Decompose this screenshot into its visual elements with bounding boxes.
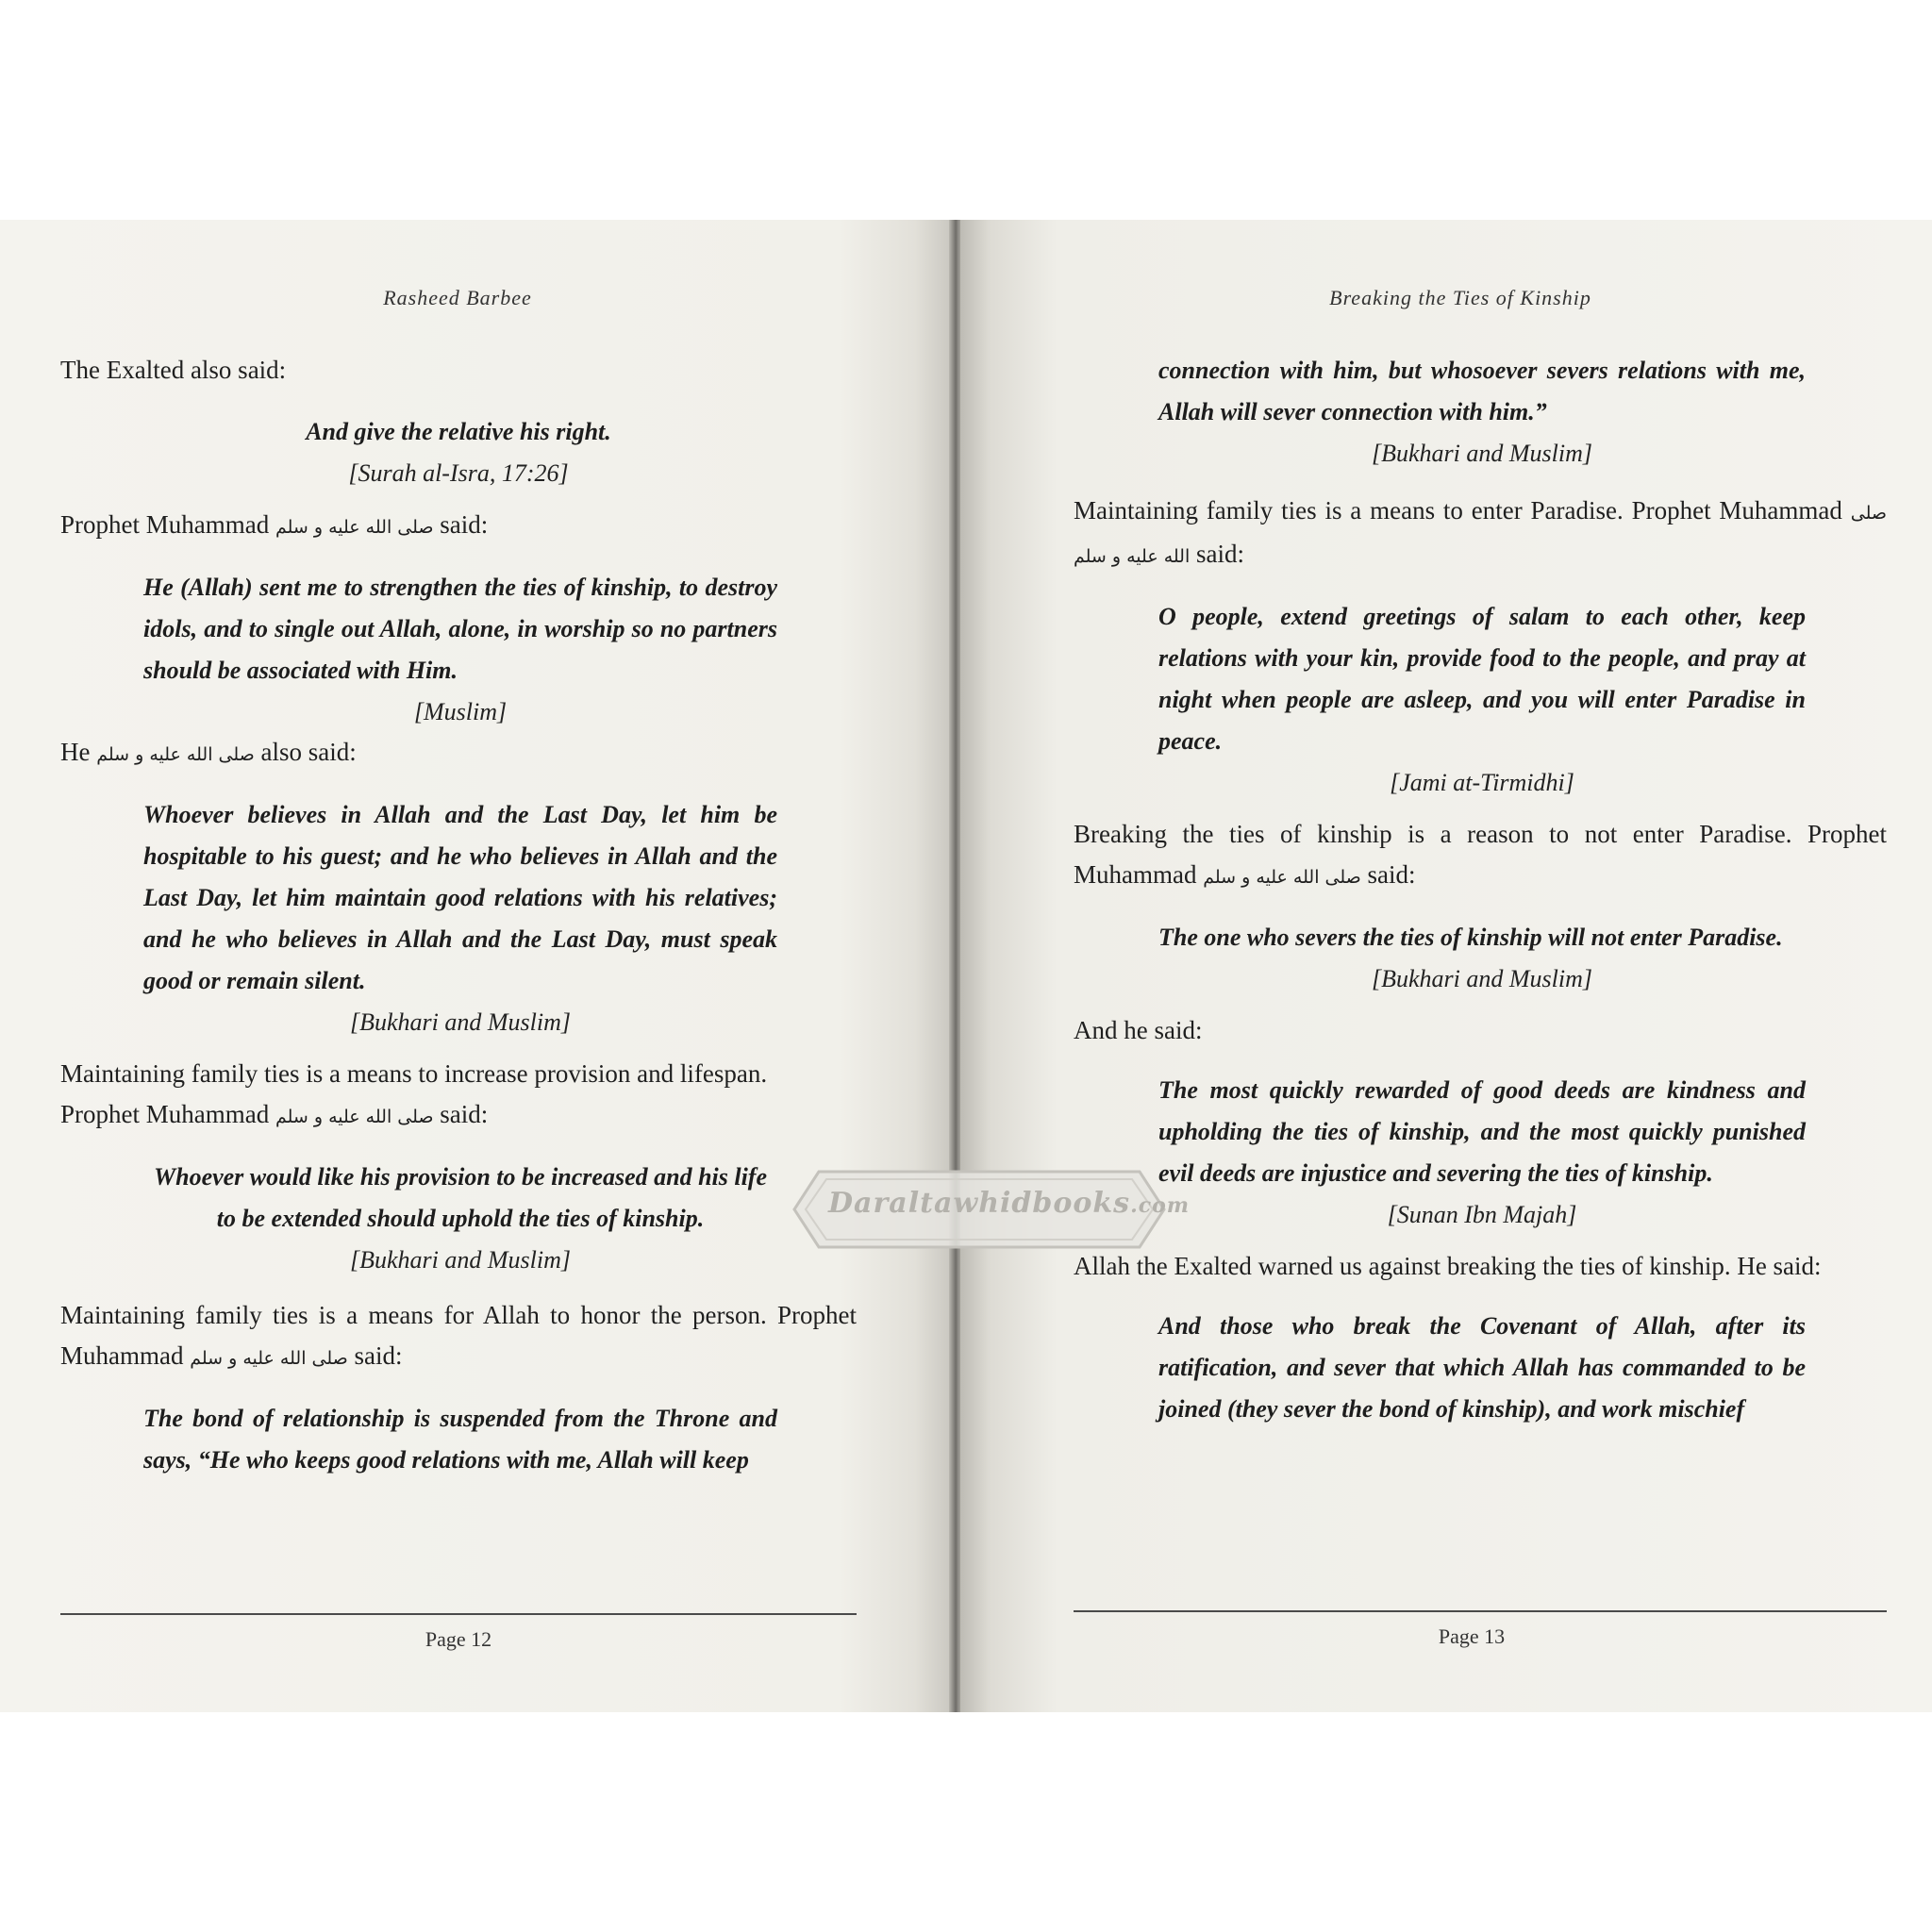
left-page-body <box>60 350 857 1481</box>
watermark-text: Daraltawhidbooks.com <box>828 1187 1191 1220</box>
paragraph: Prophet Muhammad صلى الله عليه و سلم said: <box>60 1100 489 1128</box>
quote: He (Allah) sent me to strengthen the ties of kinship, to destroy idols, and to single out Allah, alone, in worship so no partners should be associated with Him. <box>143 574 777 684</box>
right-page <box>960 220 1932 1712</box>
salawat-text: صلى الله عليه و سلم <box>275 517 434 538</box>
paragraph: And he said: <box>1074 1016 1203 1044</box>
paragraph: Allah the Exalted warned us against breaking the ties of kinship. He said: <box>1074 1252 1822 1280</box>
page-number: Page 12 <box>425 1627 492 1651</box>
footer-rule <box>60 1613 857 1615</box>
paragraph: Prophet Muhammad صلى الله عليه و سلم said: <box>60 510 489 539</box>
right-page-header: Breaking the Ties of Kinship <box>1329 286 1591 309</box>
quote-source: [Surah al-Isra, 17:26] <box>348 459 569 487</box>
quote: The bond of relationship is suspended from the Throne and says, “He who keeps good relations with me, Allah will keep <box>143 1405 777 1474</box>
left-page <box>0 220 953 1712</box>
paragraph: The Exalted also said: <box>60 356 287 384</box>
quote: The one who severs the ties of kinship will not enter Paradise. <box>1158 924 1783 951</box>
quote: And those who break the Covenant of Allah, after its ratification, and sever that which Allah has commanded to be joined (they sever the bond of kinship), and work mischief <box>1158 1312 1806 1423</box>
paragraph: He صلى الله عليه و سلم also said: <box>60 738 357 766</box>
quote: Whoever believes in Allah and the Last Day, let him be hospitable to his guest; and he who believes in Allah and the Last Day, let him maintain good relations with his relatives; and he who believes in Allah and the Last Day, must speak good or remain silent. <box>143 801 777 994</box>
watermark <box>791 1168 1191 1251</box>
book-spread <box>0 220 1932 1712</box>
paragraph: Maintaining family ties is a means to enter Paradise. Prophet Muhammad صلى الله عليه و سلم said: <box>1074 496 1887 568</box>
quote-source: [Muslim] <box>413 698 508 725</box>
salawat-text: صلى الله عليه و سلم <box>1203 867 1361 888</box>
quote: The most quickly rewarded of good deeds are kindness and upholding the ties of kinship, and the most quickly punished evil deeds are injustice and severing the ties of kinship. <box>1158 1076 1806 1187</box>
quote: connection with him, but whosoever severs relations with me, Allah will sever connection with him.” <box>1158 357 1806 425</box>
quote-source: [Bukhari and Muslim] <box>350 1008 571 1036</box>
quote-source: [Sunan Ibn Majah] <box>1387 1201 1577 1228</box>
salawat-text: صلى الله عليه و سلم <box>190 1348 348 1369</box>
salawat-text: صلى الله عليه و سلم <box>1074 503 1887 567</box>
left-page-header: Rasheed Barbee <box>383 286 532 309</box>
quote: O people, extend greetings of salam to each other, keep relations with your kin, provide food to the people, and pray at night when people are asleep, and you will enter Paradise in peace. <box>1158 603 1806 755</box>
quote-source: [Bukhari and Muslim] <box>1372 440 1592 467</box>
quote: Whoever would like his provision to be increased and his life to be extended should uphold the ties of kinship. <box>153 1163 768 1232</box>
quote: And give the relative his right. <box>306 418 611 445</box>
salawat-text: صلى الله عليه و سلم <box>96 744 255 765</box>
quote-source: [Bukhari and Muslim] <box>350 1246 571 1274</box>
page-number: Page 13 <box>1438 1624 1506 1648</box>
paragraph: Maintaining family ties is a means for Allah to honor the person. Prophet Muhammad صلى الله عليه و سلم said: <box>60 1301 857 1370</box>
footer-rule <box>1074 1610 1887 1612</box>
paragraph: Maintaining family ties is a means to increase provision and lifespan. <box>60 1059 768 1088</box>
quote-source: [Bukhari and Muslim] <box>1372 965 1592 992</box>
right-page-body <box>1074 350 1887 1430</box>
quote-source: [Jami at-Tirmidhi] <box>1390 769 1574 796</box>
salawat-text: صلى الله عليه و سلم <box>275 1107 434 1127</box>
paragraph: Breaking the ties of kinship is a reason to not enter Paradise. Prophet Muhammad صلى الله عليه و سلم said: <box>1074 820 1887 889</box>
